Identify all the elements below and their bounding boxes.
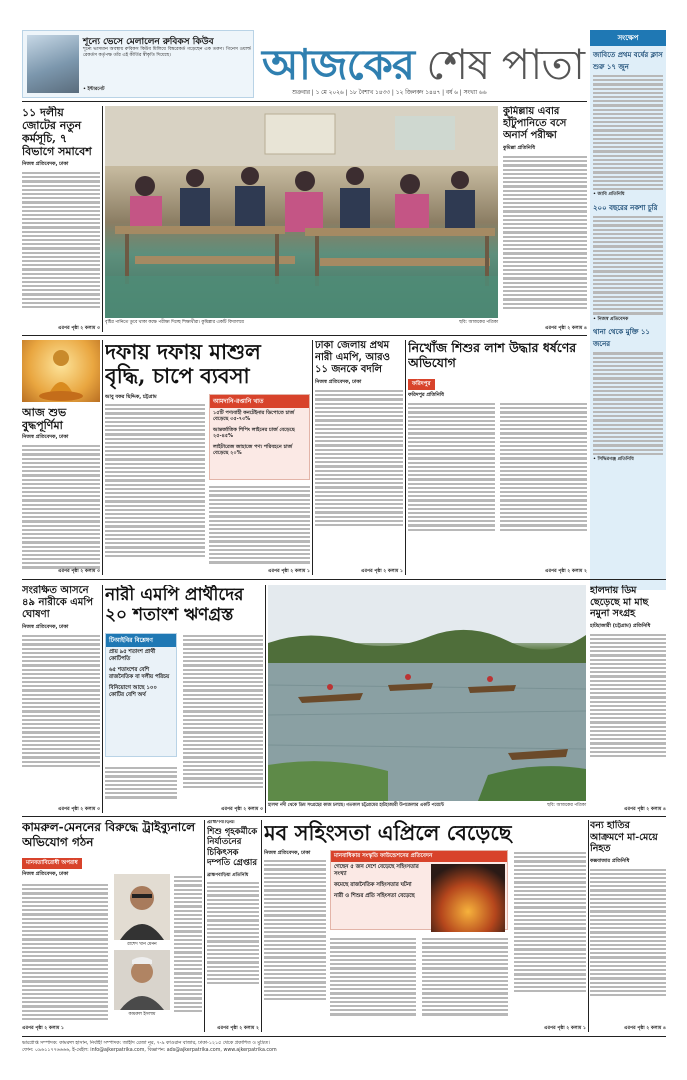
mashul-story	[105, 340, 310, 575]
rin-item-3: বিনিয়োগে আছে ১০০ কোটির বেশি অর্থ	[109, 685, 157, 698]
teaser-box	[22, 30, 254, 98]
nari-mp-49-title[interactable]: সংরক্ষিত আসনে ৪৯ নারীকে এমপি ঘোষণা	[22, 585, 93, 620]
mob-box-title: মানবাধিকার সংস্কৃতি ফাউন্ডেশনের প্রতিবেদন	[331, 851, 507, 862]
stats-item-3: লাইটারেজ জাহাজে পণ্য পরিবহনে চার্জ বেড়েছে ২০%	[213, 443, 293, 457]
nari-mp-49-cont[interactable]: এরপর পৃষ্ঠা ২ কলাম ৩	[58, 807, 100, 812]
rin-headline-1[interactable]: নারী এমপি প্রার্থীদের	[105, 585, 244, 605]
imprint-line-1: ভারপ্রাপ্ত সম্পাদক: কামরুল হাসান, নির্বাহী সম্পাদক: জাহীদ রেজা নূর, ৭-৯ কাওরান বাজার, ঢাকা-১২১৫ থেকে প্রকাশিত ও মুদ্রিত।	[22, 1041, 270, 1046]
sidebar-label: সংক্ষেপ	[590, 30, 666, 46]
grihokormi-byline: ব্রাহ্মণবাড়িয়া প্রতিনিধি	[207, 872, 249, 878]
rin-item-1: প্রায় ৯৫ শতাংশ প্রার্থী কোটিপতি	[109, 649, 156, 662]
kamrul-tag: মানবতাবিরোধী অপরাধ	[22, 858, 82, 869]
lead-left-byline: নিজস্ব প্রতিবেদক, ঢাকা	[22, 161, 69, 167]
lead-left-cont[interactable]: এরপর পৃষ্ঠা ২ কলাম ৩	[58, 326, 100, 331]
mob-cont[interactable]: এরপর পৃষ্ঠা ২ কলাম ১	[544, 1026, 586, 1031]
kumilla-title[interactable]: কুমিল্লায় এবার হাঁটুপানিতে বসে অনার্স পরীক্ষা	[503, 106, 567, 141]
shishu-lash-byline: ফরিদপুর প্রতিনিধি	[408, 392, 444, 398]
teaser-image	[27, 35, 79, 93]
buddha-title[interactable]: আজ শুভ বুদ্ধপূর্ণিমা	[22, 406, 67, 432]
nari-mp-49-story	[22, 585, 100, 813]
mob-story	[264, 820, 586, 1032]
halda-cont[interactable]: এরপর পৃষ্ঠা ২ কলাম ৪	[624, 807, 666, 812]
shishu-lash-cont[interactable]: এরপর পৃষ্ঠা ২ কলাম ২	[545, 569, 587, 574]
stats-box	[209, 394, 310, 480]
mashul-headline-1[interactable]: দফায় দফায় মাশুল	[105, 340, 261, 364]
shishu-lash-tag: ফরিদপুর	[408, 379, 435, 390]
date-english: ১ মে ২০২৬	[315, 90, 344, 96]
sidebar-item3-title[interactable]: থানা থেকে মুক্তি ১১ জনের	[593, 327, 650, 349]
teaser-source: • ইন্টারনেট	[83, 87, 105, 92]
date-weekday: শুক্রবার	[292, 90, 310, 96]
sidebar-item1-byline: • জাবি প্রতিনিধি	[593, 192, 625, 198]
sidebar-item1-title[interactable]: জাবিতে প্রথম বর্ষের ক্লাস শুরু ১৭ জুন	[593, 50, 663, 71]
nari-mp-dhaka-cont[interactable]: এরপর পৃষ্ঠা ২ কলাম ১	[361, 569, 403, 574]
mob-box	[330, 850, 508, 930]
bonno-hati-byline: কক্সবাজার প্রতিনিধি	[590, 857, 630, 864]
masthead	[256, 30, 586, 98]
buddha-byline: নিজস্ব প্রতিবেদক, ঢাকা	[22, 434, 69, 440]
mashul-byline: আবু বকর ছিদ্দিক, চট্টগ্রাম	[105, 394, 157, 400]
imprint-line-2: ফোন: ০৯৬১১৭৭৬৬৬৬, ই-মেইল: info@ajkerpatrika.com, বিজ্ঞাপন: ads@ajkerpatrika.com, www.ajkerpatrika.com	[22, 1048, 277, 1053]
buddha-cont[interactable]: এরপর পৃষ্ঠা ২ কলাম ৩	[58, 569, 100, 574]
stats-item-2: আন্তর্জাতিক শিপিং লাইনের চার্জ বেড়েছে ২৫-৪৫%	[213, 426, 295, 440]
buddha-icon	[22, 340, 100, 402]
photo2-caption: হালদা নদী থেকে ডিম সংগ্রহের কাজ চলছে। গতকাল চট্টগ্রামের হাটহাজারী উপজেলার একটি পয়েন্টে	[268, 803, 445, 808]
nari-mp-dhaka-title[interactable]: ঢাকা জেলায় প্রথম নারী এমপি, আরও ১১ জনকে বদলি	[315, 340, 391, 375]
kumilla-story	[503, 106, 587, 332]
rin-box	[105, 633, 177, 757]
person-icon	[114, 874, 170, 940]
kamrul-cont[interactable]: এরপর পৃষ্ঠা ২ কলাম ১	[22, 1026, 64, 1031]
date-bengali: ১৮ বৈশাখ ১৪৩৩	[349, 90, 391, 96]
sidebar	[590, 30, 666, 590]
rin-cont[interactable]: এরপর পৃষ্ঠা ২ কলাম ৩	[221, 807, 263, 812]
teaser-body: শূন্যে ভাসমান অবস্থায় রুবিকস কিউব মিলিয়ে বিশ্বরেকর্ড গড়েছেন এক তরুণ। গিনেস ওয়ার্ল্ড রেকর্ডস কর্তৃপক্ষ তাঁর এই কীর্তির স্বীকৃতি দিয়েছে।	[83, 47, 251, 58]
photo1-credit: ছবি: আজকের পত্রিকা	[459, 320, 498, 325]
mob-item-3: নারী ও শিশুর প্রতি সহিংসতা বেড়েছে	[334, 893, 415, 899]
photo-halda-art	[268, 585, 586, 801]
kamrul-story	[22, 820, 202, 1032]
photo1-caption: বৃষ্টির পানিতে ডুবে থাকা কক্ষে পরীক্ষা দিচ্ছে শিক্ষার্থীরা। কুমিল্লার একটি বিদ্যালয়ে	[105, 320, 245, 325]
mob-byline: নিজস্ব প্রতিবেদক, ঢাকা	[264, 850, 311, 856]
buddha-image	[22, 340, 100, 402]
volume: বর্ষ ৬	[445, 90, 458, 96]
shishu-lash-title[interactable]: নিখোঁজ শিশুর লাশ উদ্ধার ধর্ষণের অভিযোগ	[408, 340, 577, 370]
rin-item-2: ৬৫ শতাংশের বেশি রাজনৈতিক বা দলীয় পরিচয়	[109, 667, 170, 680]
lead-left-title[interactable]: ১১ দলীয় জোটের নতুন কর্মসূচি, ৭ বিভাগে সমাবেশ	[22, 106, 92, 158]
kumilla-cont[interactable]: এরপর পৃষ্ঠা ২ কলাম ৪	[545, 326, 587, 331]
grihokormi-story	[207, 820, 259, 1032]
issue-number: সংখ্যা ৬৬	[463, 90, 487, 96]
rin-story	[105, 585, 263, 813]
kumilla-byline: কুমিল্লা প্রতিনিধি	[503, 145, 536, 151]
bonno-hati-story	[590, 820, 666, 1032]
masthead-title-rest: শেষ পাতা	[426, 40, 585, 89]
photo-flooded-exam-art	[105, 106, 498, 318]
stats-item-1: ১৫টি পণ্যবাহী কনটেইনার ডিপোতে চার্জ বেড়েছে ৩৫-৭৩%	[213, 410, 295, 423]
nari-mp-dhaka-story	[315, 340, 403, 575]
person-icon	[114, 950, 170, 1010]
grihokormi-tag: ব্রাহ্মণবাড়িয়া	[207, 820, 235, 825]
halda-title[interactable]: হালদায় ডিম ছেড়েছে মা মাছ নমুনা সংগ্রহ	[590, 585, 649, 619]
photo2-credit: ছবি: আজকের পত্রিকা	[547, 803, 586, 808]
bonno-hati-cont[interactable]: এরপর পৃষ্ঠা ২ কলাম ৪	[624, 1026, 666, 1031]
nari-mp-dhaka-byline: নিজস্ব প্রতিবেদক, ঢাকা	[315, 379, 362, 385]
kamrul-byline: নিজস্ব প্রতিবেদক, ঢাকা	[22, 871, 69, 877]
menon-portrait	[114, 950, 170, 1010]
photo-flooded-exam	[105, 106, 498, 318]
mob-item-1: গেছেন ৫ জন দেশে বেড়েছে সহিংসতার সংখ্যা	[334, 864, 419, 877]
stats-box-title: আমদানি-রপ্তানি খাত	[210, 395, 309, 408]
nari-mp-49-byline: নিজস্ব প্রতিবেদক, ঢাকা	[22, 624, 69, 630]
sidebar-item2-title[interactable]: ২০০ বছরের নকশা চুরি	[593, 203, 658, 213]
photo-halda-river	[268, 585, 586, 801]
buddha-story	[22, 340, 100, 575]
mob-item-2: কমেছে রাজনৈতিক সহিংসতার ঘটনা	[334, 882, 412, 888]
bonno-hati-title[interactable]: বন্য হাতির আক্রমণে মা-মেয়ে নিহত	[590, 820, 658, 854]
masthead-title-blue: আজকের	[262, 40, 414, 89]
grihokormi-cont[interactable]: এরপর পৃষ্ঠা ২ কলাম ২	[217, 1026, 259, 1031]
mashul-cont[interactable]: এরপর পৃষ্ঠা ২ কলাম ১	[268, 569, 310, 574]
mob-headline[interactable]: মব সহিংসতা এপ্রিলে বেড়েছে	[264, 820, 512, 845]
kamrul-title[interactable]: কামরুল-মেননের বিরুদ্ধে ট্রাইব্যুনালে অভিযোগ গঠন	[22, 820, 196, 849]
kamrul-portrait	[114, 874, 170, 940]
sidebar-item2-byline: • নিজস্ব প্রতিবেদক	[593, 316, 629, 322]
halda-story	[590, 585, 666, 813]
dateline: শুক্রবার | ১ মে ২০২৬ | ১৮ বৈশাখ ১৪৩৩ | ১২ জিলকদ ১৪৪৭ | বর্ষ ৬ | সংখ্যা ৬৬	[292, 90, 487, 96]
shishu-lash-story	[408, 340, 587, 575]
kamrul-name2: কামরুল ইসলাম	[128, 1012, 156, 1017]
rin-box-title: টিআইবির বিশ্লেষণ	[106, 634, 176, 647]
grihokormi-title[interactable]: শিশু গৃহকর্মীকে নির্যাতনের চিকিৎসক দম্পতি গ্রেপ্তার	[207, 826, 258, 869]
sidebar-item3-byline: • সিদ্ধিরগঞ্জ প্রতিনিধি	[593, 457, 634, 463]
mashul-headline-2[interactable]: বৃদ্ধি, চাপে ব্যবসা	[105, 363, 250, 388]
teaser-title[interactable]: শূন্যে ভেসে মেলালেন রুবিকস কিউব	[83, 37, 214, 47]
mob-image	[431, 864, 505, 932]
date-hijri: ১২ জিলকদ ১৪৪৭	[395, 90, 441, 96]
halda-byline: হাটহাজারী (চট্টগ্রাম) প্রতিনিধি	[590, 622, 651, 629]
kamrul-name1: রাশেদ খান মেনন	[127, 942, 157, 947]
rin-headline-2[interactable]: ২০ শতাংশ ঋণগ্রস্ত	[105, 605, 234, 625]
lead-left-story	[22, 106, 100, 332]
imprint-footer	[22, 1040, 666, 1062]
